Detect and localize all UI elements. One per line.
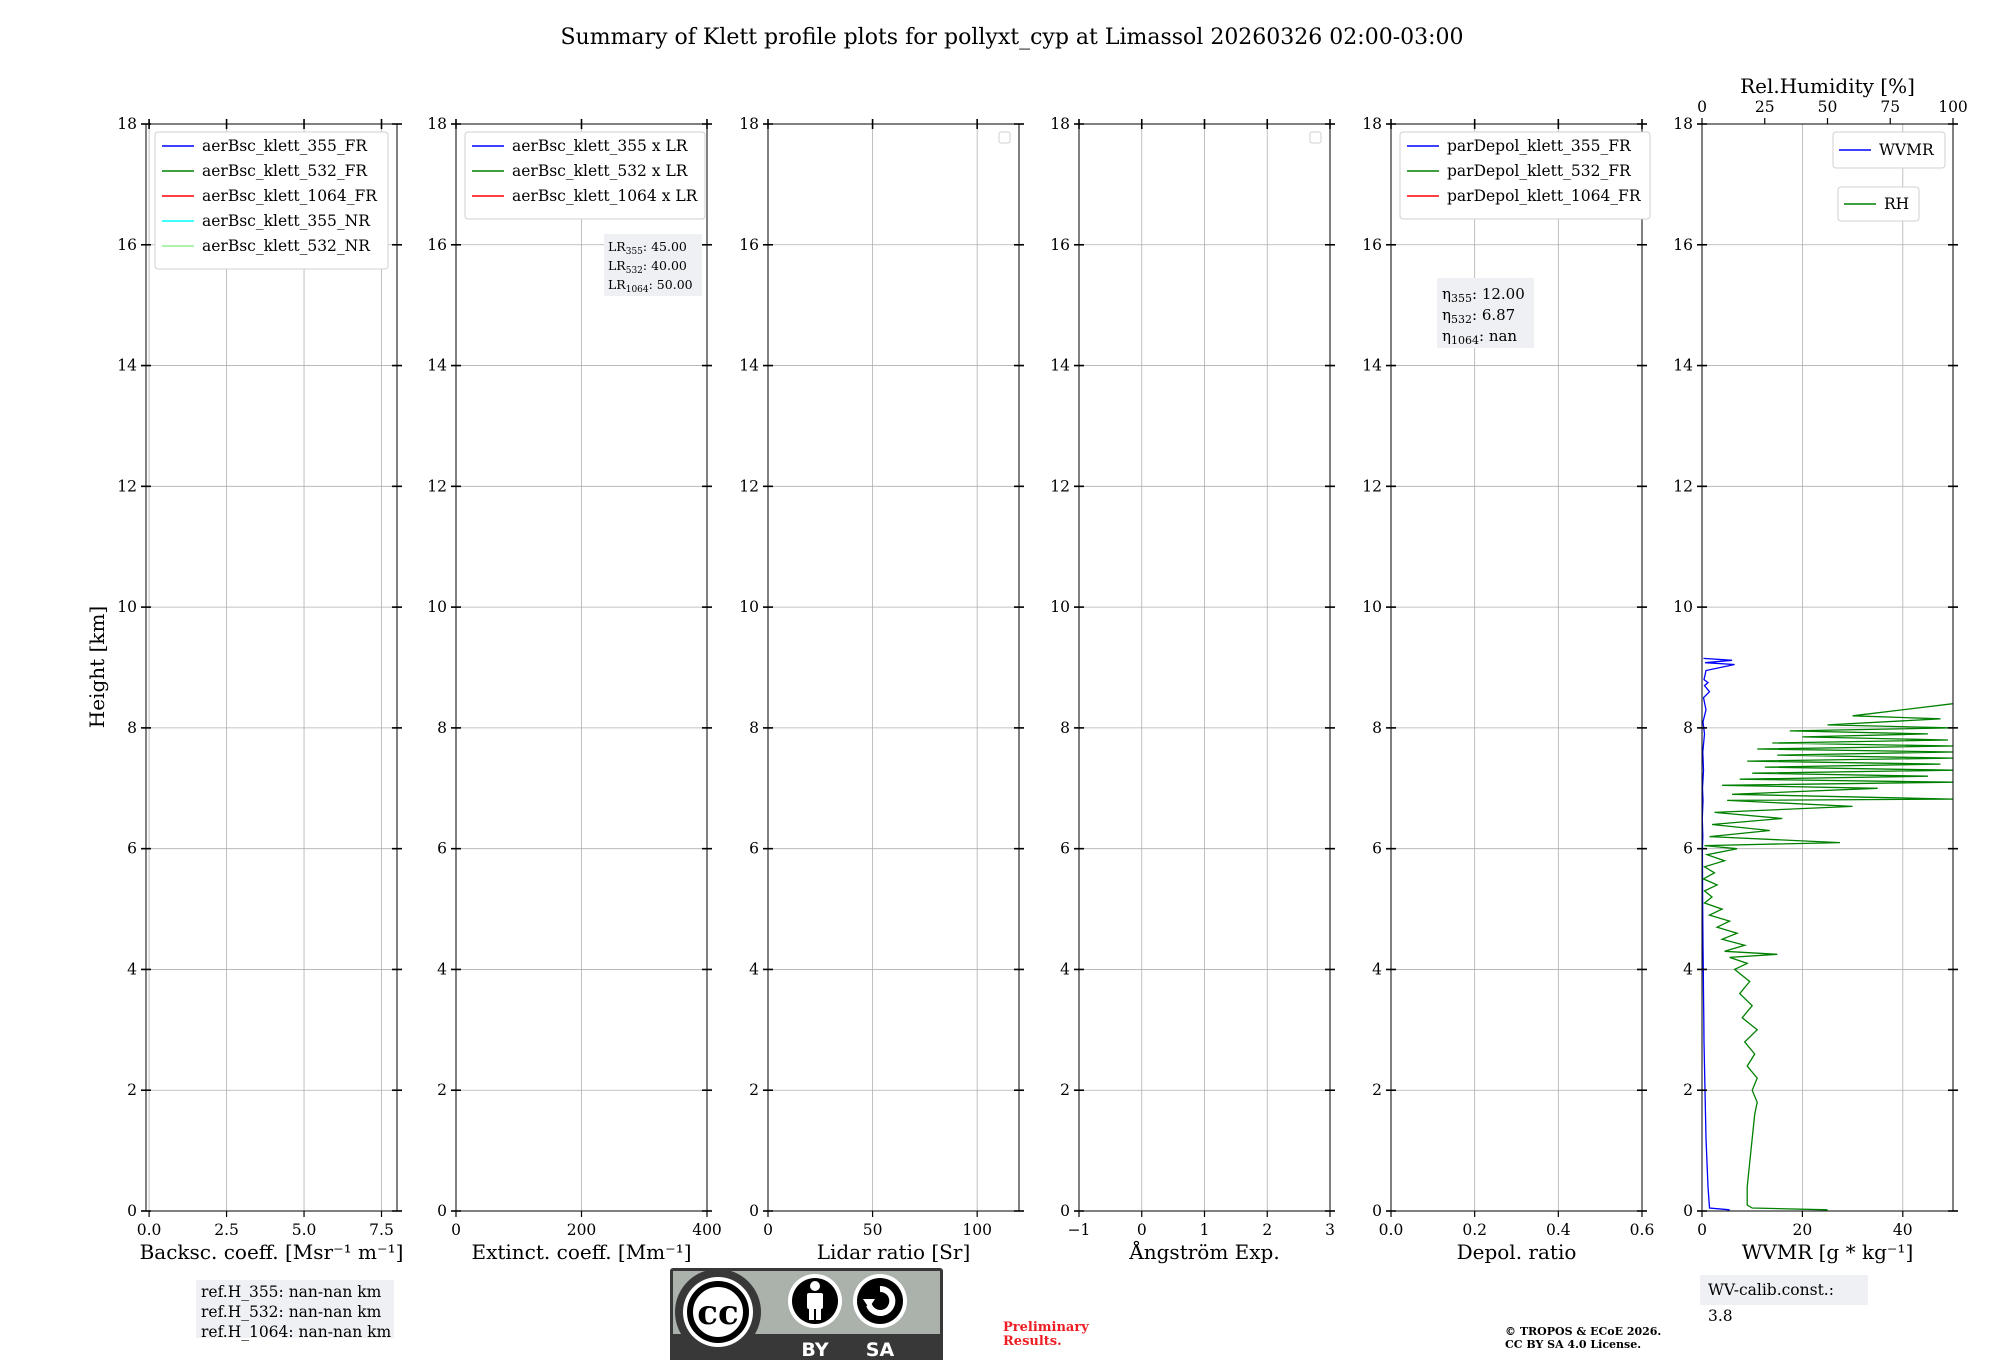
legend-label: aerBsc_klett_532 x LR bbox=[512, 162, 688, 180]
annotation-line: $LR_{355}$: 45.00 bbox=[608, 239, 687, 257]
y-tick-label: 10 bbox=[739, 598, 759, 617]
y-tick-label: 10 bbox=[1673, 598, 1693, 617]
x-tick-label: 2.5 bbox=[214, 1221, 239, 1239]
legend-label: RH bbox=[1884, 195, 1910, 213]
y-tick-label: 4 bbox=[437, 960, 447, 979]
panel-3 bbox=[739, 115, 1024, 1264]
y-tick-label: 8 bbox=[127, 718, 137, 737]
y-tick-label: 6 bbox=[1372, 839, 1382, 858]
cc-logo-text: cc bbox=[697, 1293, 739, 1333]
y-tick-label: 0 bbox=[1060, 1202, 1070, 1220]
legend bbox=[155, 132, 388, 269]
y-tick-label: 4 bbox=[1060, 960, 1070, 979]
y-tick-label: 2 bbox=[1060, 1081, 1070, 1100]
y-tick-label: 4 bbox=[1683, 960, 1693, 979]
panel-6 bbox=[1673, 74, 1968, 1264]
y-tick-label: 12 bbox=[1673, 477, 1693, 496]
y-tick-label: 12 bbox=[1050, 477, 1070, 496]
legend-label: aerBsc_klett_1064_FR bbox=[202, 187, 377, 205]
legend-label: aerBsc_klett_355_NR bbox=[202, 212, 370, 230]
x-tick-label: 0 bbox=[451, 1221, 461, 1239]
x-tick-label: 100 bbox=[962, 1221, 992, 1239]
plot-panels bbox=[117, 74, 1968, 1264]
y-tick-label: 18 bbox=[117, 115, 137, 133]
y-tick-label: 2 bbox=[127, 1081, 137, 1100]
copyright-note bbox=[1505, 1325, 1661, 1351]
x-tick-label-secondary: 0 bbox=[1697, 98, 1707, 116]
x-axis-label: Depol. ratio bbox=[1456, 1240, 1577, 1264]
plot-frame bbox=[768, 124, 1019, 1211]
x-axis-label: Lidar ratio [Sr] bbox=[816, 1240, 971, 1264]
x-axis-label: Ångström Exp. bbox=[1129, 1240, 1280, 1264]
x-tick-label-secondary: 50 bbox=[1817, 98, 1838, 116]
cc-sa-label: SA bbox=[865, 1339, 895, 1360]
x-tick-label: 20 bbox=[1792, 1221, 1813, 1239]
lidar-ratio-annotation bbox=[604, 234, 702, 296]
x-axis-label: WVMR [g * kg⁻¹] bbox=[1741, 1240, 1914, 1264]
annotation-line: $\eta_{1064}$: nan bbox=[1442, 327, 1518, 347]
y-tick-label: 8 bbox=[1372, 718, 1382, 737]
y-tick-label: 10 bbox=[427, 598, 447, 617]
x-tick-label: 5.0 bbox=[291, 1221, 317, 1239]
y-tick-label: 8 bbox=[749, 718, 759, 737]
x-tick-label: 3 bbox=[1325, 1221, 1335, 1239]
x-tick-label: 7.5 bbox=[369, 1221, 394, 1239]
preliminary-line-2: Results. bbox=[1003, 1334, 1062, 1349]
series-line-wvmr bbox=[1702, 658, 1734, 1209]
legend-label: parDepol_klett_355_FR bbox=[1447, 137, 1631, 155]
panel-1 bbox=[117, 115, 403, 1264]
panel-5 bbox=[1362, 115, 1654, 1264]
figure-title: Summary of Klett profile plots for pollyxt_cyp at Limassol 20260326 02:00-03:00 bbox=[560, 25, 1464, 50]
plot-frame bbox=[1702, 124, 1953, 1211]
y-tick-label: 2 bbox=[1372, 1081, 1382, 1100]
x-tick-label: 1 bbox=[1199, 1221, 1210, 1239]
preliminary-note bbox=[1003, 1321, 1089, 1349]
y-tick-label: 16 bbox=[1362, 235, 1382, 254]
y-tick-label: 16 bbox=[1050, 235, 1070, 254]
y-tick-label: 4 bbox=[1372, 960, 1382, 979]
legend-label: parDepol_klett_532_FR bbox=[1447, 162, 1631, 180]
legend-label: aerBsc_klett_532_FR bbox=[202, 162, 368, 180]
panel-2 bbox=[427, 115, 722, 1264]
x-tick-label: 200 bbox=[566, 1221, 597, 1239]
x-tick-label: 0.0 bbox=[136, 1221, 162, 1239]
y-tick-label: 4 bbox=[127, 960, 137, 979]
legend-label: WVMR bbox=[1879, 141, 1934, 159]
y-tick-label: 14 bbox=[1673, 356, 1693, 375]
legend-label: aerBsc_klett_355 x LR bbox=[512, 137, 688, 155]
y-tick-label: 16 bbox=[1673, 235, 1693, 254]
y-tick-label: 8 bbox=[1683, 718, 1693, 737]
y-tick-label: 2 bbox=[437, 1081, 447, 1100]
y-tick-label: 12 bbox=[117, 477, 137, 496]
x-tick-label: 50 bbox=[862, 1221, 883, 1239]
y-tick-label: 0 bbox=[749, 1202, 759, 1220]
y-tick-label: 10 bbox=[117, 598, 137, 617]
y-tick-label: 6 bbox=[127, 839, 137, 858]
wv-calib-text: WV-calib.const.: 3.8 bbox=[1708, 1281, 1834, 1325]
annotation-line: $\eta_{532}$: 6.87 bbox=[1442, 306, 1516, 326]
secondary-axis-label: Rel.Humidity [%] bbox=[1740, 74, 1915, 98]
reference-height-box bbox=[196, 1280, 394, 1341]
y-tick-label: 0 bbox=[437, 1202, 447, 1220]
y-tick-label: 18 bbox=[1673, 115, 1693, 133]
y-tick-label: 16 bbox=[427, 235, 447, 254]
y-tick-label: 16 bbox=[739, 235, 759, 254]
refh-532: ref.H_532: nan-nan km bbox=[201, 1303, 382, 1321]
legend-empty-box bbox=[1310, 132, 1321, 143]
y-tick-label: 8 bbox=[437, 718, 447, 737]
y-tick-label: 14 bbox=[427, 356, 447, 375]
legend-empty-box bbox=[999, 132, 1010, 143]
y-tick-label: 8 bbox=[1060, 718, 1070, 737]
y-tick-label: 14 bbox=[117, 356, 137, 375]
legend-label: aerBsc_klett_355_FR bbox=[202, 137, 368, 155]
y-tick-label: 10 bbox=[1050, 598, 1070, 617]
y-tick-label: 6 bbox=[1683, 839, 1693, 858]
refh-355: ref.H_355: nan-nan km bbox=[201, 1283, 382, 1301]
series-line-rh bbox=[1703, 704, 1953, 1210]
x-axis-label: Extinct. coeff. [Mm⁻¹] bbox=[471, 1240, 692, 1264]
y-tick-label: 18 bbox=[1050, 115, 1070, 133]
y-tick-label: 12 bbox=[1362, 477, 1382, 496]
cc-by-sa-logo bbox=[670, 1268, 943, 1360]
legend bbox=[465, 132, 705, 219]
legend-wvmr bbox=[1833, 132, 1945, 168]
x-tick-label: 2 bbox=[1262, 1221, 1273, 1239]
annotation-line: $\eta_{355}$: 12.00 bbox=[1442, 285, 1525, 305]
y-tick-label: 18 bbox=[739, 115, 759, 133]
annotation-line: $LR_{532}$: 40.00 bbox=[608, 258, 687, 276]
copyright-line-1: © TROPOS & ECoE 2026. bbox=[1505, 1325, 1662, 1338]
y-tick-label: 6 bbox=[437, 839, 447, 858]
y-tick-label: 14 bbox=[739, 356, 759, 375]
y-tick-label: 0 bbox=[1683, 1202, 1693, 1220]
x-tick-label: 0 bbox=[1136, 1221, 1147, 1239]
y-tick-label: 6 bbox=[749, 839, 759, 858]
x-tick-label: 0.4 bbox=[1546, 1221, 1571, 1239]
y-tick-label: 0 bbox=[1372, 1202, 1382, 1220]
y-tick-label: 4 bbox=[749, 960, 759, 979]
x-axis-label: Backsc. coeff. [Msr⁻¹ m⁻¹] bbox=[139, 1240, 404, 1264]
y-tick-label: 14 bbox=[1362, 356, 1382, 375]
x-tick-label: 0.0 bbox=[1378, 1221, 1404, 1239]
y-tick-label: 0 bbox=[127, 1202, 137, 1220]
panel-4 bbox=[1050, 115, 1335, 1264]
y-tick-label: 14 bbox=[1050, 356, 1070, 375]
y-tick-label: 2 bbox=[749, 1081, 759, 1100]
y-tick-label: 10 bbox=[1362, 598, 1382, 617]
y-tick-label: 12 bbox=[739, 477, 759, 496]
y-tick-label: 16 bbox=[117, 235, 137, 254]
y-tick-label: 6 bbox=[1060, 839, 1070, 858]
x-tick-label-secondary: 100 bbox=[1938, 98, 1968, 116]
plot-frame bbox=[146, 124, 397, 1211]
cc-by-label: BY bbox=[801, 1339, 829, 1360]
y-axis-label: Height [km] bbox=[85, 605, 109, 729]
wv-calibration-box bbox=[1700, 1275, 1868, 1325]
x-tick-label: 40 bbox=[1892, 1221, 1913, 1239]
x-tick-label: 0.6 bbox=[1629, 1221, 1655, 1239]
preliminary-line-1: Preliminary bbox=[1003, 1320, 1089, 1335]
x-tick-label: 0 bbox=[763, 1221, 773, 1239]
legend-label: aerBsc_klett_532_NR bbox=[202, 237, 370, 255]
legend-rh bbox=[1838, 187, 1919, 221]
y-tick-label: 18 bbox=[427, 115, 447, 133]
y-tick-label: 18 bbox=[1362, 115, 1382, 133]
x-tick-label-secondary: 75 bbox=[1880, 98, 1901, 116]
x-tick-label: 400 bbox=[692, 1221, 722, 1239]
annotation-line: $LR_{1064}$: 50.00 bbox=[608, 277, 693, 295]
legend-label: parDepol_klett_1064_FR bbox=[1447, 187, 1641, 205]
x-tick-label: 0.2 bbox=[1462, 1221, 1487, 1239]
x-tick-label: −1 bbox=[1067, 1221, 1091, 1239]
y-tick-label: 2 bbox=[1683, 1081, 1693, 1100]
x-tick-label: 0 bbox=[1697, 1221, 1707, 1239]
legend-label: aerBsc_klett_1064 x LR bbox=[512, 187, 698, 205]
copyright-line-2: CC BY SA 4.0 License. bbox=[1505, 1338, 1642, 1351]
x-tick-label-secondary: 25 bbox=[1754, 98, 1775, 116]
legend bbox=[1400, 132, 1650, 219]
refh-1064: ref.H_1064: nan-nan km bbox=[201, 1323, 392, 1341]
eta-annotation bbox=[1437, 278, 1534, 348]
y-tick-label: 12 bbox=[427, 477, 447, 496]
